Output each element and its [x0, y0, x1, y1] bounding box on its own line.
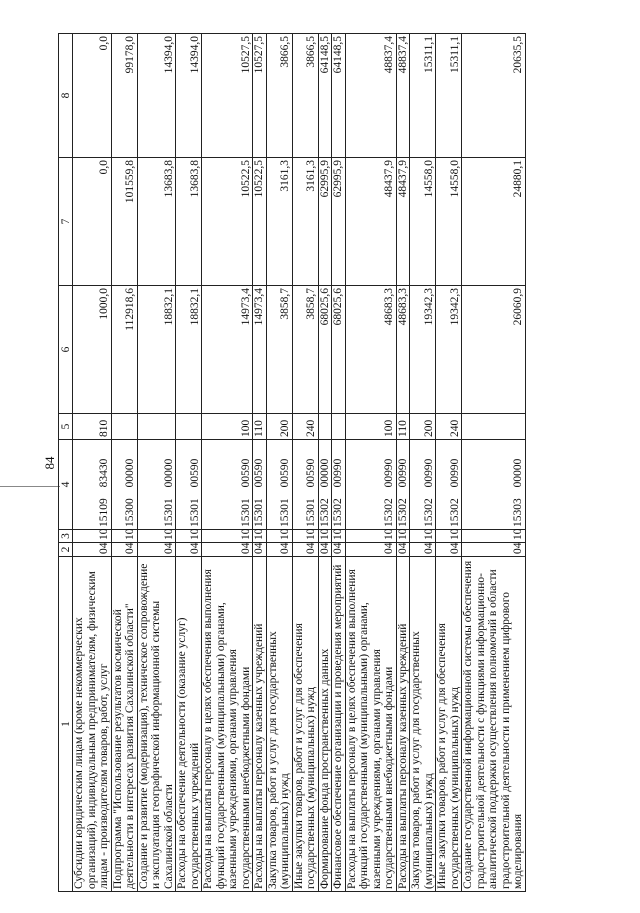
budget-table [58, 33, 526, 892]
row-section: 04 [266, 543, 292, 557]
row-section: 04 [410, 543, 436, 557]
row-amount-col7: 13683,8 [176, 158, 202, 286]
row-section: 04 [137, 543, 176, 557]
row-amount-col6: 19342,3 [436, 286, 462, 414]
row-amount-col6: 14973,4 [253, 286, 267, 414]
row-expense-type: 110 [253, 414, 267, 440]
row-name: Создание и развитие (модернизация), техническое сопровождение и эксплуатация географической информационной системы Сахалинской области [137, 557, 176, 892]
row-section: 04 [73, 543, 112, 557]
header-row [59, 34, 73, 892]
row-section: 04 [436, 543, 462, 557]
table-row [410, 34, 436, 892]
row-name: Расходы на обеспечение деятельности (оказание услуг) государственных учреждений [176, 557, 202, 892]
row-subsection: 10 [462, 530, 526, 543]
row-amount-col8: 0,0 [73, 34, 112, 158]
row-amount-col6: 18832,1 [137, 286, 176, 414]
col-header-7: 7 [59, 158, 73, 286]
row-section: 04 [318, 543, 332, 557]
row-name: Иные закупки товаров, работ и услуг для обеспечения государственных (муниципальных) нужд [292, 557, 318, 892]
row-amount-col7: 3161,3 [292, 158, 318, 286]
row-name: Финансовое обеспечение организации и проведения мероприятий [332, 557, 346, 892]
row-expense-type: 100 [345, 414, 396, 440]
row-target-article: 15302 00990 [332, 440, 346, 530]
col-header-3: 3 [59, 530, 73, 543]
row-amount-col8: 14394,0 [137, 34, 176, 158]
row-amount-col7: 10522,5 [202, 158, 253, 286]
row-name: Подпрограмма "Использование результатов космической деятельности в интересах развития Сахалинской области" [111, 557, 137, 892]
row-name: Закупка товаров, работ и услуг для государственных (муниципальных) нужд [410, 557, 436, 892]
row-amount-col6: 3858,7 [266, 286, 292, 414]
col-header-1: 1 [59, 557, 73, 892]
row-expense-type [176, 414, 202, 440]
row-amount-col8: 10527,5 [253, 34, 267, 158]
row-amount-col6: 68025,6 [332, 286, 346, 414]
row-amount-col6: 19342,3 [410, 286, 436, 414]
table-row [266, 34, 292, 892]
row-amount-col7: 10522,5 [253, 158, 267, 286]
row-subsection: 10 [318, 530, 332, 543]
row-section: 04 [202, 543, 253, 557]
table-row [332, 34, 346, 892]
table-row [111, 34, 137, 892]
row-target-article: 15303 00000 [462, 440, 526, 530]
row-amount-col7: 62995,9 [318, 158, 332, 286]
row-target-article: 15301 00590 [202, 440, 253, 530]
col-header-8: 8 [59, 34, 73, 158]
row-amount-col8: 14394,0 [176, 34, 202, 158]
table-row [253, 34, 267, 892]
row-expense-type: 100 [202, 414, 253, 440]
row-expense-type: 240 [436, 414, 462, 440]
row-amount-col6: 26060,9 [462, 286, 526, 414]
row-subsection: 10 [436, 530, 462, 543]
table-row [292, 34, 318, 892]
row-target-article: 15300 00000 [111, 440, 137, 530]
row-name: Расходы на выплаты персоналу в целях обеспечения выполнения функций государственными (муниципальными) органами, казенными учреждениями, органами управления государственными внебюджетными фондами [202, 557, 253, 892]
row-amount-col6: 3858,7 [292, 286, 318, 414]
row-amount-col8: 3866,5 [266, 34, 292, 158]
row-amount-col8: 64148,5 [318, 34, 332, 158]
row-target-article: 15302 00990 [436, 440, 462, 530]
row-name: Создание государственной информационной системы обеспечения градостроительной деятельности с функциями информационно-аналитической поддержки осуществления полномочий в области градостроительной деятельности и применением цифрового моделирования [462, 557, 526, 892]
row-subsection: 10 [332, 530, 346, 543]
table-row [345, 34, 396, 892]
table-row [202, 34, 253, 892]
row-amount-col6: 1000,0 [73, 286, 112, 414]
row-amount-col7: 24880,1 [462, 158, 526, 286]
row-section: 04 [396, 543, 410, 557]
row-section: 04 [345, 543, 396, 557]
row-expense-type: 200 [410, 414, 436, 440]
row-amount-col7: 3161,3 [266, 158, 292, 286]
row-name: Формирование фонда пространственных данных [318, 557, 332, 892]
row-amount-col8: 10527,5 [202, 34, 253, 158]
page-number: 84 [42, 456, 57, 470]
row-section: 04 [111, 543, 137, 557]
col-header-5: 5 [59, 414, 73, 440]
row-target-article: 15301 00590 [176, 440, 202, 530]
row-subsection: 10 [73, 530, 112, 543]
row-amount-col6: 48683,3 [345, 286, 396, 414]
row-amount-col7: 101559,8 [111, 158, 137, 286]
row-target-article: 15301 00590 [266, 440, 292, 530]
row-subsection: 10 [202, 530, 253, 543]
row-amount-col8: 99178,0 [111, 34, 137, 158]
row-name: Расходы на выплаты персоналу казенных учреждений [253, 557, 267, 892]
row-subsection: 10 [111, 530, 137, 543]
row-name: Расходы на выплаты персоналу казенных учреждений [396, 557, 410, 892]
table-row [176, 34, 202, 892]
table-row [318, 34, 332, 892]
row-name: Субсидии юридическим лицам (кроме некоммерческих организаций), индивидуальным предпринимателям, физическим лицам - производителям товаров, работ, услуг [73, 557, 112, 892]
row-expense-type: 110 [396, 414, 410, 440]
row-expense-type [462, 414, 526, 440]
row-amount-col6: 18832,1 [176, 286, 202, 414]
row-expense-type [318, 414, 332, 440]
row-subsection: 10 [176, 530, 202, 543]
row-amount-col6: 48683,3 [396, 286, 410, 414]
row-target-article: 15301 00000 [137, 440, 176, 530]
row-amount-col8: 15311,1 [410, 34, 436, 158]
row-target-article: 15302 00000 [318, 440, 332, 530]
col-header-4: 4 [59, 440, 73, 530]
row-amount-col7: 13683,8 [137, 158, 176, 286]
row-target-article: 15302 00990 [345, 440, 396, 530]
row-subsection: 10 [137, 530, 176, 543]
col-header-6: 6 [59, 286, 73, 414]
row-amount-col8: 15311,1 [436, 34, 462, 158]
row-expense-type: 810 [73, 414, 112, 440]
row-section: 04 [332, 543, 346, 557]
rotated-page [42, 34, 617, 892]
row-expense-type [332, 414, 346, 440]
row-subsection: 10 [410, 530, 436, 543]
row-name: Расходы на выплаты персоналу в целях обеспечения выполнения функций государственными (муниципальными) органами, казенными учреждениями, органами управления государственными внебюджетными фондами [345, 557, 396, 892]
row-amount-col8: 48837,4 [345, 34, 396, 158]
row-amount-col6: 112918,6 [111, 286, 137, 414]
table-row [436, 34, 462, 892]
row-amount-col7: 48437,9 [396, 158, 410, 286]
row-section: 04 [462, 543, 526, 557]
row-expense-type: 200 [266, 414, 292, 440]
row-target-article: 15301 00590 [253, 440, 267, 530]
row-amount-col6: 14973,4 [202, 286, 253, 414]
row-subsection: 10 [345, 530, 396, 543]
row-subsection: 10 [292, 530, 318, 543]
table-row [73, 34, 112, 892]
table-row [396, 34, 410, 892]
row-target-article: 15109 83430 [73, 440, 112, 530]
row-subsection: 10 [266, 530, 292, 543]
table-row [462, 34, 526, 892]
row-expense-type [137, 414, 176, 440]
row-amount-col7: 0,0 [73, 158, 112, 286]
row-amount-col7: 48437,9 [345, 158, 396, 286]
row-amount-col6: 68025,6 [318, 286, 332, 414]
row-name: Иные закупки товаров, работ и услуг для обеспечения государственных (муниципальных) нужд [436, 557, 462, 892]
row-expense-type [111, 414, 137, 440]
row-subsection: 10 [253, 530, 267, 543]
row-amount-col8: 20635,5 [462, 34, 526, 158]
row-target-article: 15301 00590 [292, 440, 318, 530]
row-section: 04 [292, 543, 318, 557]
row-amount-col7: 14558,0 [436, 158, 462, 286]
row-amount-col7: 62995,9 [332, 158, 346, 286]
row-name: Закупка товаров, работ и услуг для государственных (муниципальных) нужд [266, 557, 292, 892]
row-section: 04 [176, 543, 202, 557]
row-amount-col8: 3866,5 [292, 34, 318, 158]
row-amount-col8: 48837,4 [396, 34, 410, 158]
row-subsection: 10 [396, 530, 410, 543]
row-section: 04 [253, 543, 267, 557]
row-target-article: 15302 00990 [396, 440, 410, 530]
row-expense-type: 240 [292, 414, 318, 440]
row-amount-col8: 64148,5 [332, 34, 346, 158]
row-amount-col7: 14558,0 [410, 158, 436, 286]
col-header-2: 2 [59, 543, 73, 557]
row-target-article: 15302 00990 [410, 440, 436, 530]
table-row [137, 34, 176, 892]
